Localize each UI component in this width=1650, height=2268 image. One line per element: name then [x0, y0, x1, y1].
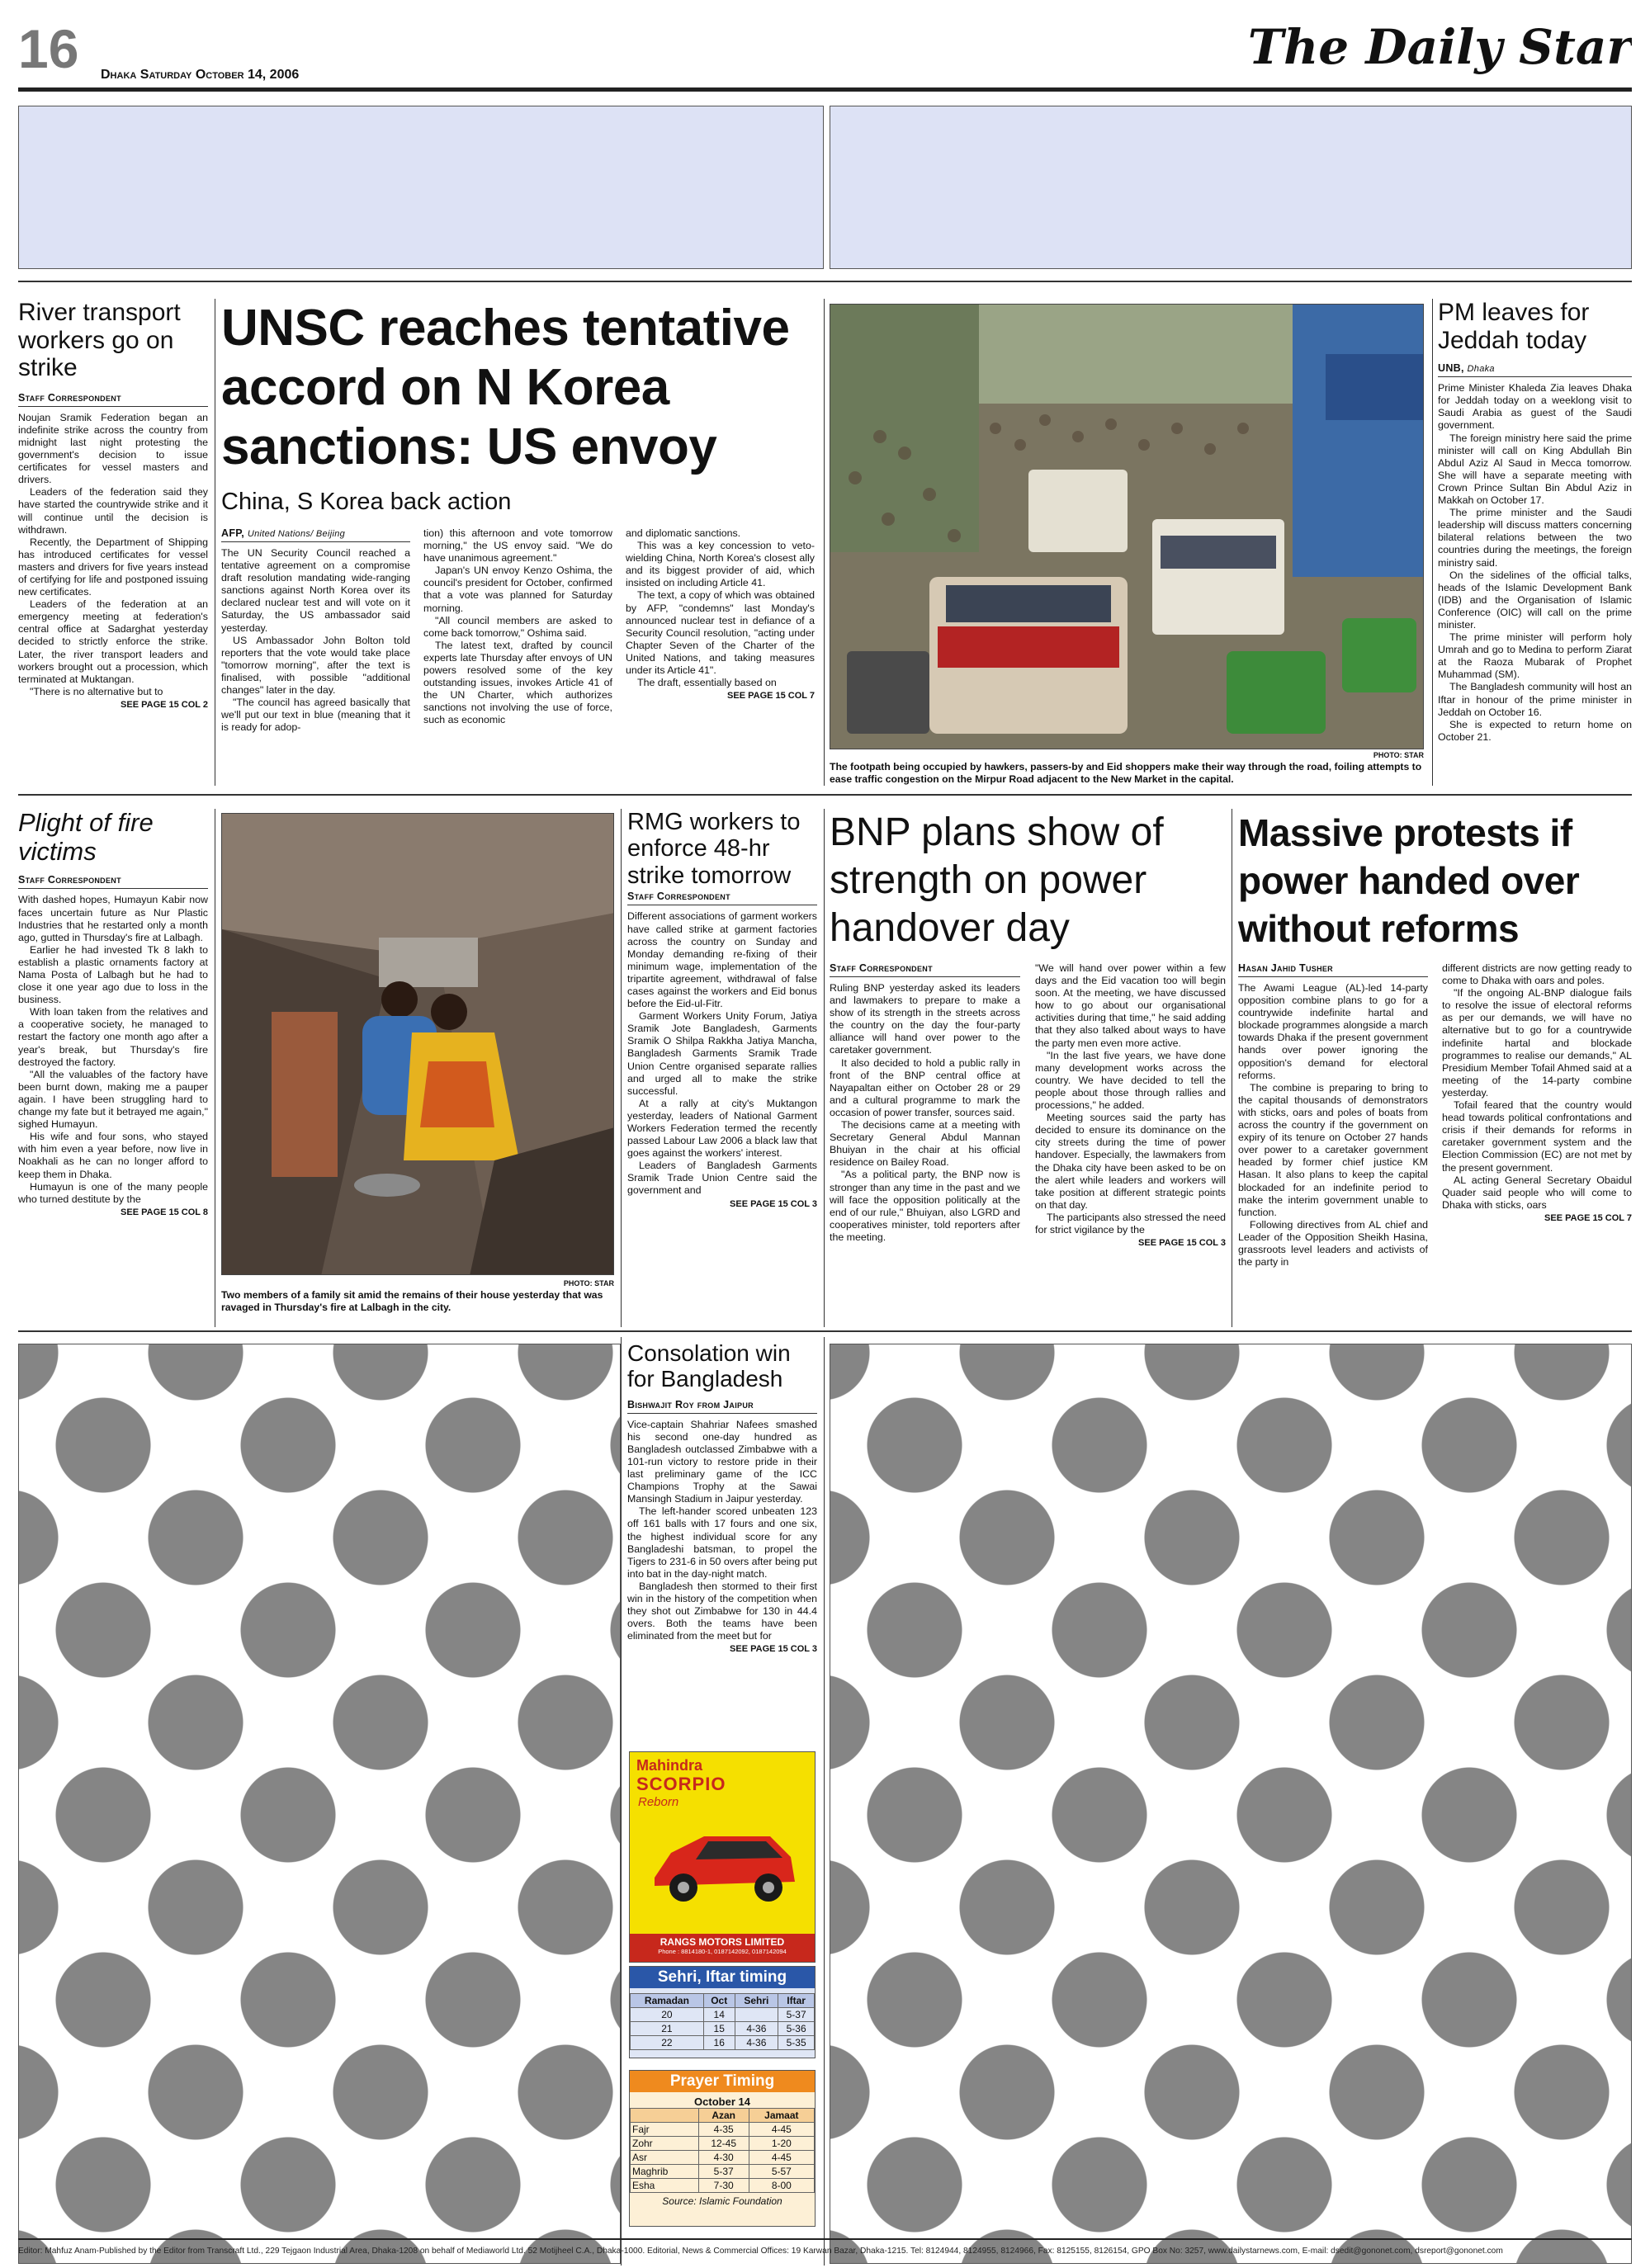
- sehri-title: Sehri, Iftar timing: [630, 1967, 815, 1988]
- byline: Staff Correspondent: [830, 962, 1020, 977]
- story-col-1: The Awami League (AL)-led 14-party opposition combine plans to go for a countrywide indefinite hartal and blockade programmes alongside a march towards Dhaka if the present government hands over power ignoring the opposition's demand for electoral reforms. The combine is preparing to bring to the capital thousands of demonstrators with sticks, oars and poles of boats from across the country if the government on expiry of its tenure on October 27 hands over power to a caretaker government headed by former chief justice KM Hasan. It also plans to keep the capital blockaded for an indefinite period to make the interim government unable to function. Following directives from AL chief and Leader of the Opposition Sheikh Hasina, grassroots level leaders and activists of the party in: [1238, 982, 1428, 1269]
- byline: Hasan Jahid Tusher: [1238, 962, 1428, 977]
- story-col-2: different districts are now getting ready to come to Dhaka with oars and poles. "If the ongoing AL-BNP dialogue fails to resolve the issue of electoral reforms as per our demands, we will have no alternative but to go for a countrywide indefinite hartal and blockade programmes to realise our demands," AL Presidium Member Tofail Ahmed said at a meeting of the 14-party combine yesterday. Tofail feared that the country would head towards political confrontations and crisis if their demands for reforms in caretaker government system and the Election Commission (EC) are not met by the present government. AL acting General Secretary Obaidul Quader said people who will come to Dhaka with sticks, oars: [1442, 962, 1632, 1211]
- sehri-iftar-box: [629, 1966, 816, 2058]
- car-illustration: [646, 1812, 803, 1911]
- photo-credit: PHOTO: STAR: [1373, 751, 1424, 759]
- story-col-1: Ruling BNP yesterday asked its leaders and lawmakers to prepare to make a show of its strength in the streets across the country on the day the four-party alliance will hand over power to the caretaker government. It also decided to hold a public rally in front of the BNP central office at Nayapaltan either on October 28 or 29 and a cultural programme to mark the occasion of power transfer, sources said. The decisions came at a meeting with Secretary General Abdul Mannan Bhuiyan in the chair at his official residence on Bailey Road. "As a political party, the BNP now is stronger than any time in the past and we will face the opposition politically at the end of our rule," Bhuiyan, also LGRD and cooperatives minister, told reporters after the meeting.: [830, 982, 1020, 1243]
- byline: AFP, United Nations/ Beijing: [221, 527, 410, 542]
- story-body: With dashed hopes, Humayun Kabir now faces uncertain future as Nur Plastic Industries that he restarted only a month ago, gutted in Thursday's fire at Lalbagh. Earlier he had invested Tk 8 lakh to establish a plastic ornaments factory at Nama Posta of Lalbagh but he had to close it one year ago due to loss in the business. With loan taken from the relatives and a cooperative society, he managed to restart the factory one month ago after a year's break, but Thursday's fire destroyed the factory. "All the valuables of the factory have been burnt down, making me a pauper again. I have been struggling hard to change my fate but it betrayed me again," sighed Humayun. His wife and four sons, who stayed with him even a year before, now live in Noakhali as he can no longer afford to keep them in Dhaka. Humayun is one of the many people who turned destitute by the: [18, 894, 208, 1205]
- ad-dealer: RANGS MOTORS LIMITED: [660, 1936, 785, 1948]
- story-col-3: and diplomatic sanctions. This was a key concession to veto-wielding China, North Korea's closest ally and its biggest provider of aid, which insisted on including Article 41. The text, a copy of which was obtained by AFP, "condemns" last Monday's announced nuclear test in defiance of a Security Council resolution, "acting under Chapter Seven of the Charter of the United Nations, and taking measures under its Article 41". The draft, essentially based on: [626, 527, 815, 689]
- story-pm-jeddah: [1438, 299, 1632, 789]
- ad-model: SCORPIO: [636, 1774, 726, 1794]
- page-number: 16: [18, 18, 79, 79]
- headline: Plight of fire victims: [18, 809, 154, 866]
- headline: Consolation win for Bangladesh: [627, 1340, 791, 1392]
- jump-link[interactable]: SEE PAGE 15 COL 7: [727, 691, 815, 702]
- byline: Staff Correspondent: [627, 891, 817, 905]
- headline: UNSC reaches tentative accord on N Korea sanctions: US envoy: [221, 300, 790, 475]
- byline: Staff Correspondent: [18, 874, 208, 889]
- prayer-title: Prayer Timing: [630, 2071, 815, 2092]
- ad-space-left: [18, 106, 824, 269]
- story-col-2: "We will hand over power within a few days and the Eid vacation too will begin soon. At the meeting, we have discussed how to go about our organisational activities during that time," he said adding that they also talked about ways to have the party men even more active. "In the last five years, we have done many development works across the country. We have decided to tell the people about those through rallies and processions," he added. Meeting sources said the party has decided to ensure its dominance on the city streets during the time of power handover. Especially, the lawmakers from the Dhaka city have been asked to be on the alert while leaders and workers will take position at different strategic points on that day. The participants also stressed the need for strict vigilance by the: [1035, 962, 1226, 1236]
- fire-photo: [221, 813, 614, 1275]
- story-river-transport: [18, 299, 208, 786]
- headline: River transport workers go on strike: [18, 299, 181, 382]
- headline: Massive protests if power handed over without reforms: [1238, 811, 1580, 950]
- section-rule-top: [18, 281, 1632, 282]
- jump-link[interactable]: SEE PAGE 15 COL 7: [1544, 1212, 1632, 1223]
- story-body: Noujan Sramik Federation began an indefinite strike across the country from midnight last night protesting the government's decision to issue certificates for vessel masters and drivers. Leaders of the federation said they have started the countrywide strike and it will continue until the decision is withdrawn. Recently, the Department of Shipping has introduced certificates for vessel masters and drivers for five years instead of certifying for life and postponed issuing new certificates. Leaders of the federation at an emergency meeting at federation's central office at Sadarghat yesterday decided to strictly enforce the strike. Later, the river transport leaders and workers brought out a procession, which terminated at Muktangan. "There is no alternative but to: [18, 411, 208, 697]
- headline: RMG workers to enforce 48-hr strike tomorrow: [627, 809, 801, 889]
- photo-caption: The footpath being occupied by hawkers, passers-by and Eid shoppers make their way through the road, foiling attempts to ease traffic congestion on the Mirpur Road adjacent to the New Market in the capital.: [830, 761, 1422, 785]
- byline: Staff Correspondent: [18, 392, 208, 407]
- jump-link[interactable]: SEE PAGE 15 COL 3: [730, 1644, 817, 1655]
- ad-tagline: Reborn: [638, 1795, 679, 1809]
- masthead-rule: [18, 87, 1632, 92]
- prayer-timing-box: [629, 2070, 816, 2227]
- story-rmg-strike: [627, 809, 817, 1327]
- prayer-date: October 14: [694, 2096, 750, 2108]
- ad-phone: Phone : 8814180-1, 0187142092, 0187142094: [658, 1948, 787, 1955]
- ad-brand: Mahindra: [636, 1757, 703, 1774]
- story-fire-victims: [18, 809, 208, 1327]
- story-col-1: The UN Security Council reached a tentative agreement on a compromise draft resolution mandating wide-ranging sanctions against North Korea over its declared nuclear test and will vote on it Saturday, the US ambassador said yesterday. US Ambassador John Bolton told reporters that the vote would take place "tomorrow morning", after the text is finalised, with possible "additional changes" later in the day. "The council has agreed basically that we'll put our text in blue (meaning that it is ready for adop-: [221, 547, 410, 734]
- prayer-source: Source: Islamic Foundation: [662, 2195, 782, 2207]
- photo-credit: PHOTO: STAR: [563, 1279, 614, 1288]
- story-body: Prime Minister Khaleda Zia leaves Dhaka for Jeddah today on a weeklong visit to Saudi Arabia as guest of the Saudi government. The foreign ministry here said the prime minister will call on King Abdullah Bin Abdul Aziz Al Saud in Mecca tomorrow. She will have a separate meeting with Crown Prince Sultan Bin Abdul Aziz in Makkah on October 17. The prime minister and the Saudi leadership will discuss matters concerning bilateral relations between the two countries during the meetings, the foreign ministry said. On the sidelines of the official talks, heads of the Islamic Development Bank (IDB) and the Organisation of Islamic Conference (OIC) will call on the prime minister. The prime minister will perform holy Umrah and go to Medina to perform Ziarat at the Raoza Mubarak of Prophet Muhammad (SM). The Bangladesh community will host an Iftar in honour of the prime minister in Jeddah on October 16. She is expected to return home on October 21.: [1438, 382, 1632, 743]
- dateline: Dhaka Saturday October 14, 2006: [101, 68, 300, 82]
- byline: UNB, Dhaka: [1438, 362, 1632, 377]
- paper-name: The Daily Star: [1247, 19, 1632, 75]
- scorpio-ad[interactable]: [629, 1751, 816, 1963]
- traffic-photo: [830, 304, 1424, 749]
- headline: BNP plans show of strength on power handover day: [830, 810, 1164, 950]
- byline: Bishwajit Roy from Jaipur: [627, 1399, 817, 1414]
- subhead: China, S Korea back action: [221, 489, 512, 515]
- jump-link[interactable]: SEE PAGE 15 COL 3: [1138, 1238, 1226, 1249]
- photo-caption: Two members of a family sit amid the remains of their house yesterday that was ravaged in Thursday's fire at Lalbagh in the city.: [221, 1289, 603, 1313]
- prayer-table: Azan Jamaat Fajr 4-35 4-45 Zohr 12-45 1-20 Asr 4-30 4-45 Maghrib 5-37 5-57 Esha 7-30 8-00: [630, 2108, 815, 2193]
- sehri-table: Ramadan Oct Sehri Iftar 20 14 5-37 21 15 4-36 5-36 22 16 4-36 5-35: [630, 1993, 815, 2050]
- ad-space-dots-right: [830, 1344, 1632, 2264]
- jump-link[interactable]: SEE PAGE 15 COL 3: [730, 1198, 817, 1209]
- story-bnp: [830, 809, 1226, 1327]
- ad-space-right: [830, 106, 1632, 269]
- footer-imprint: Editor: Mahfuz Anam-Published by the Editor from Transcraft Ltd., 229 Tejgaon Industrial Area, Dhaka-1208 on behalf of Mediaworld Ltd. 52 Motijheel C.A., Dhaka-1000. Editorial, News & Commercial Offices: 19 Karwan Bazar, Dhaka-1215. Tel: 8124944, 8124955, 8124966, Fax: 8125155, 8126154, GPO Box No: 3257, www.dailystarnews.com, E-mail: dsedit@gononet.com, dsreport@gononet.com: [18, 2247, 1503, 2256]
- story-massive-protests: [1238, 809, 1632, 1327]
- jump-link[interactable]: SEE PAGE 15 COL 2: [121, 699, 208, 710]
- ad-space-dots-left: [18, 1344, 621, 2264]
- story-body: Vice-captain Shahriar Nafees smashed his second one-day hundred as Bangladesh outclassed Zimbabwe with a 101-run victory to restore pride in their last preliminary game of the ICC Champions Trophy at the Sawai Mansingh Stadium in Jaipur yesterday. The left-hander scored unbeaten 123 off 161 balls with 17 fours and one six, the highest individual score for any Bangladeshi batsman, to propel the Tigers to 231-6 in 50 overs after being put into bat in the day-night match. Bangladesh then stormed to their first win in the history of the competition when they shot out Zimbabwe for 130 in 44.4 overs. Both the teams have been eliminated from the meet but for: [627, 1418, 817, 1642]
- story-cricket: [627, 1340, 817, 1736]
- jump-link[interactable]: SEE PAGE 15 COL 8: [121, 1207, 208, 1217]
- story-col-2: tion) this afternoon and vote tomorrow morning," the US envoy said. "We do have unanimous agreement." Japan's UN envoy Kenzo Oshima, the council's president for October, confirmed that a vote was planned for Saturday morning. "All council members are asked to come back tomorrow," Oshima said. The latest text, drafted by council experts late Thursday after envoys of UN powers resolved some of the key outstanding issues, invokes Article 41 of the UN Charter, which authorizes sanctions not involving the use of force, such as economic: [423, 527, 612, 726]
- story-unsc: [221, 299, 816, 786]
- headline: PM leaves for Jeddah today: [1438, 299, 1590, 354]
- masthead: [18, 18, 1632, 92]
- story-body: Different associations of garment workers have called strike at garment factories across the country on Sunday and Monday demanding re-fixing of their minimum wage, implementation of the tripartite agreement, withdrawal of false cases against the workers and Eid bonus before the Eid-ul-Fitr. Garment Workers Unity Forum, Jatiya Sramik Jote Bangladesh, Garments Sramik O Shilpa Rakkha Jatiya Mancha, Bangladesh Garments Sramik Trade Union Centre organised separate rallies and urged all to make the strike successful. At a rally at city's Muktangon yesterday, leaders of National Garment Workers Federation termed the recently passed Labour Law 2006 a black law that goes against the workers' interest. Leaders of Bangladesh Garments Sramik Trade Union Centre said the government and: [627, 910, 817, 1197]
